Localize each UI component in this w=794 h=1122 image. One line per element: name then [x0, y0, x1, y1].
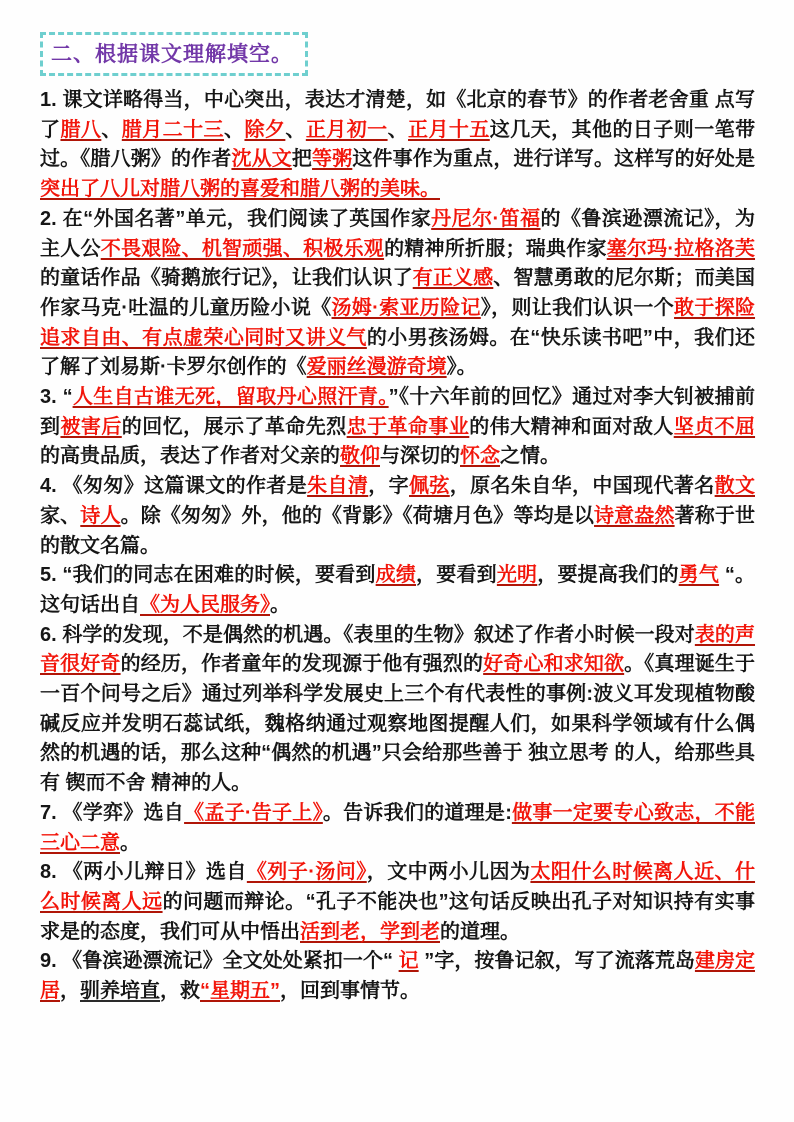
answer-run: 成绩: [375, 564, 417, 587]
text-run: ，要看到: [416, 564, 497, 587]
answer-run: 人生自古谁无死，留取丹心照汗青。: [72, 386, 389, 409]
answer-run: 爱丽丝漫游奇境: [306, 356, 447, 379]
answer-run: 有正义感: [412, 267, 494, 290]
answer-run: 正月初一: [305, 118, 388, 141]
answer-run: 不畏艰险、机智顽强、积极乐观: [100, 237, 385, 260]
answer-run: 勇气: [678, 564, 720, 587]
text-run: ，回到事情节。: [280, 980, 420, 1003]
text-run: 的伟大精神和面对敌人: [469, 415, 674, 438]
text-run: 的回忆，展示了革命先烈: [121, 415, 347, 438]
text-run: 的经历，作者童年的发现源于他有强烈的: [120, 653, 484, 676]
answer-run: 建房定居: [40, 950, 756, 1003]
paragraph-1: [40, 86, 755, 205]
text-run: ，: [60, 980, 80, 1003]
answer-run: 活到老，学到老: [300, 920, 440, 943]
answer-run: 忠于革命事业: [346, 415, 470, 438]
section-title: 二、根据课文理解填空。: [51, 43, 293, 66]
paragraph-2: [40, 205, 755, 383]
answer-run: 做事一定要专心致志，不能三心二意: [40, 801, 755, 854]
answer-run: 敬仰: [340, 445, 380, 468]
answer-run: 敢于探险追求自由、有点虚荣心同时又讲义气: [40, 296, 756, 349]
text-run: 》，则让我们认识一个: [480, 296, 675, 319]
answer-run: 被害后: [60, 415, 122, 438]
text-run: 的精神所折服；瑞典作家: [384, 237, 607, 260]
text-run: 5. “我们的同志在困难的时候，要看到: [40, 564, 376, 587]
answer-run: 坚贞不屈: [673, 415, 756, 438]
text-run: 这几天，其他的日子则一笔带过。《腊八粥》的作者: [40, 118, 756, 171]
paragraph-4: [40, 472, 755, 561]
text-run: 的问题而辩论。“孔子不能决也”这句话反映出孔子对知识持有实事求是的态度，我们可从中悟出: [40, 890, 756, 943]
answer-run: 正月十五: [408, 118, 490, 141]
text-run: 、: [224, 118, 245, 141]
answer-run: 塞尔玛·拉格洛芙: [606, 237, 756, 260]
answer-run: 太阳什么时候离人近、什么时候离人远: [40, 861, 756, 913]
text-run: 2. 在“外国名著”单元，我们阅读了英国作家: [40, 207, 432, 230]
text-run: 1. 课文详略得当，中心突出，表达才清楚，如《北京的春节》的作者老舍重 点写了: [40, 89, 755, 141]
answer-run: “星期五”: [200, 980, 280, 1003]
text-run: 的道理。: [440, 920, 520, 943]
answer-run: 怀念: [460, 445, 500, 468]
answer-run: 《孟子·告子上》: [184, 801, 323, 824]
text-run: 的高贵品质，表达了作者对父亲的: [40, 445, 340, 468]
answer-run: 散文: [714, 475, 755, 498]
text-run: ”字，按鲁记叙，写了流落荒岛: [418, 950, 695, 973]
answer-run: 驯养培直: [80, 980, 160, 1003]
text-run: “。这句话出自: [40, 564, 756, 616]
text-run: 的童话作品《骑鹅旅行记》，让我们认识了: [40, 267, 413, 290]
answer-run: 光明: [496, 564, 538, 587]
text-run: 这件事作为重点，进行详写。这样写的好处是: [352, 148, 756, 171]
answer-run: 好奇心和求知欲: [483, 653, 625, 676]
text-run: 9. 《鲁滨逊漂流记》全文处处紧扣一个“: [40, 950, 399, 973]
answer-run: 《为人民服务》: [140, 593, 270, 616]
text-run: ，救: [160, 980, 200, 1003]
answer-run: 腊八: [60, 118, 102, 141]
text-run: ”《十六年前的回忆》通过对李大钊被捕前到: [40, 386, 755, 438]
text-run: 家、: [40, 504, 81, 527]
text-run: 8. 《两小儿辩日》选自: [40, 861, 247, 884]
text-run: 7. 《学弈》选自: [40, 801, 185, 824]
paragraph-9: [40, 947, 755, 1006]
text-run: 》。: [446, 356, 477, 379]
text-run: 。除《匆匆》外，他的《背影》《荷塘月色》等均是以: [120, 504, 595, 527]
text-run: 之情。: [500, 445, 560, 468]
text-run: 的《鲁滨逊漂流记》，为主人公: [40, 207, 755, 260]
text-run: 、: [285, 118, 306, 141]
answer-run: 腊月二十三: [121, 118, 225, 141]
text-run: 3. “: [40, 386, 73, 409]
paragraph-5: [40, 561, 755, 620]
answer-run: 沈从文: [231, 148, 292, 171]
answer-run: 等粥: [312, 148, 353, 171]
answer-run: 诗人: [80, 504, 121, 527]
text-run: ，要提高我们的: [537, 564, 679, 587]
text-run: 与深切的: [380, 445, 460, 468]
text-run: 、: [101, 118, 122, 141]
answer-run: 除夕: [244, 118, 286, 141]
answer-run: 突出了八儿对腊八粥的喜爱和腊八粥的美味。: [40, 178, 440, 201]
answer-run: 记: [398, 950, 419, 973]
answer-run: 表的声音很好奇: [40, 623, 756, 676]
paragraph-8: [40, 858, 755, 947]
paragraph-3: [40, 383, 755, 472]
text-run: 的小男孩汤姆。在“快乐读书吧”中，我们还了解了刘易斯·卡罗尔创作的《: [40, 326, 756, 379]
answer-run: 丹尼尔·笛福: [431, 207, 541, 230]
text-run: ，文中两小儿因为: [366, 861, 531, 884]
text-run: ，原名朱自华，中国现代著名: [449, 475, 715, 498]
answer-run: 朱自清: [307, 475, 369, 498]
text-run: 著称于世的散文名篇。: [40, 504, 756, 557]
text-run: 把: [291, 148, 313, 171]
section-title-box: [40, 32, 308, 76]
answer-run: 诗意盎然: [594, 504, 675, 527]
text-run: 4. 《匆匆》这篇课文的作者是: [40, 475, 308, 498]
text-run: 。: [270, 593, 290, 616]
answer-run: 《列子·汤问》: [246, 861, 367, 884]
paragraph-6: [40, 621, 755, 799]
answer-run: 汤姆·索亚历险记: [331, 296, 481, 319]
text-run: 、: [387, 118, 409, 141]
text-run: 6. 科学的发现，不是偶然的机遇。《表里的生物》叙述了作者小时候一段对: [40, 623, 695, 646]
text-run: 。: [120, 831, 140, 854]
text-run: 。《真理诞生于一百个问号之后》通过列举科学发展史上三个有代表性的事例:波义耳发现植物酸碱反应并发明石蕊试纸，魏格纳通过观察地图提醒人们，如果科学领域有什么偶然的机遇的话，那么这种“偶然的机遇”只会给那些善于 独立思考 的人，给那些具有 锲而不舍 精神的人。: [40, 653, 756, 795]
text-run: 、智慧勇敢的尼尔斯；而美国作家马克·吐温的儿童历险小说《: [40, 267, 756, 319]
text-run: ，字: [368, 475, 409, 498]
paragraph-list: [40, 86, 755, 1007]
text-run: 。告诉我们的道理是:: [322, 801, 512, 824]
answer-run: 佩弦: [409, 475, 450, 498]
paragraph-7: [40, 799, 755, 858]
